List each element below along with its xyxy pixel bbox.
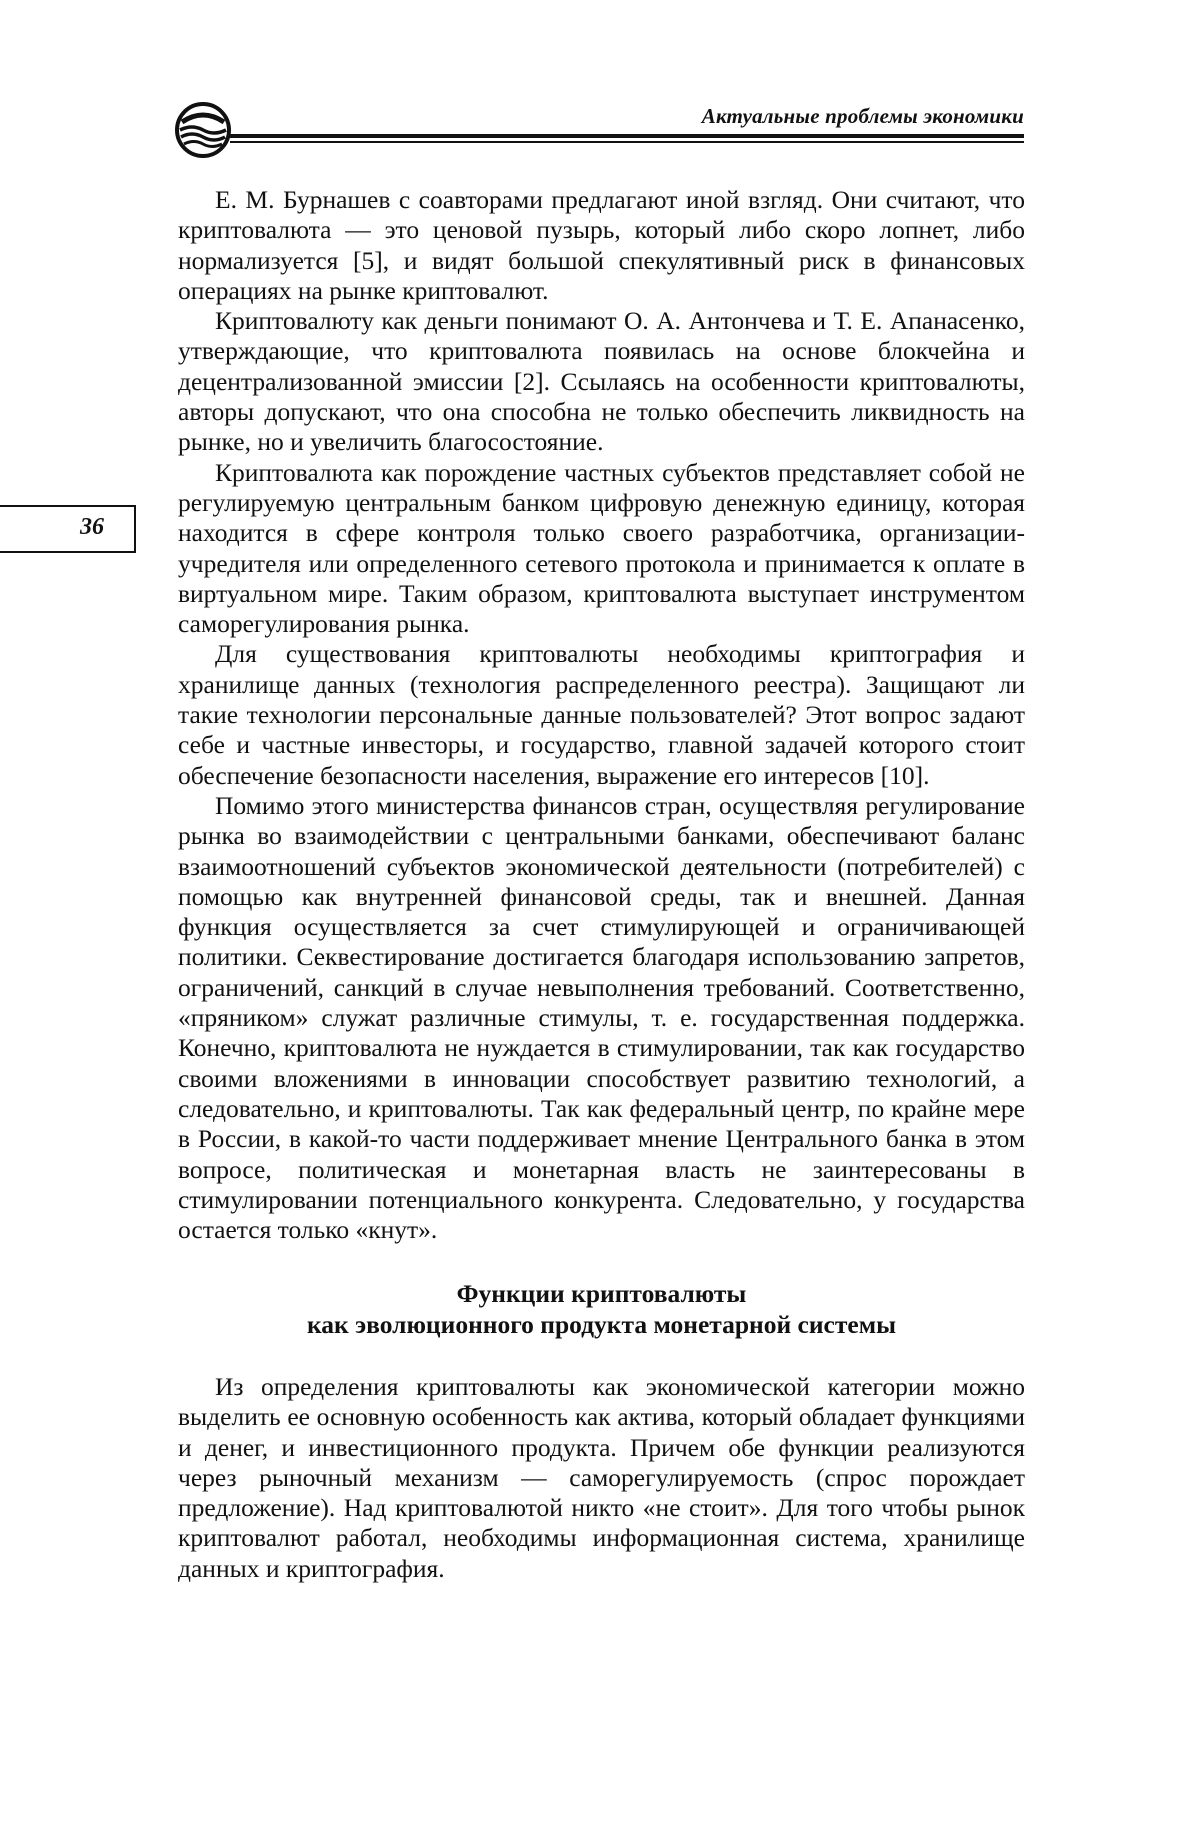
paragraph: Из определения криптовалюты как экономической категории можно выделить ее основную особенность как актива, который обладает функциями и денег, и инвестиционного продукта. Причем обе функции реализуются через рыночный механизм — саморегулируемость (спрос порождает предложение). Над криптовалютой никто «не стоит». Для того чтобы рынок криптовалют работал, необходимы информационная система, хранилище данных и криптография. (178, 1371, 1025, 1583)
section-heading (178, 1279, 1025, 1340)
header-rule (230, 134, 1024, 138)
journal-logo-icon (172, 100, 234, 160)
section-heading-line: как эволюционного продукта монетарной системы (306, 1309, 896, 1339)
paragraph: Криптовалюту как деньги понимают О. А. Антончева и Т. Е. Апанасенко, утверждающие, что криптовалюта появилась на основе блокчейна и децентрализованной эмиссии [2]. Ссылаясь на особенности криптовалюты, авторы допускают, что она способна не только обеспечить ликвидность на рынке, но и увеличить благосостояние. (178, 306, 1025, 457)
paragraph: Е. М. Бурнашев с соавторами предлагают иной взгляд. Они считают, что криптовалюта — это ценовой пузырь, который либо скоро лопнет, либо нормализуется [5], и видят большой спекулятивный риск в финансовых операциях на рынке криптовалют. (178, 185, 1025, 305)
page-number-tab (0, 505, 136, 553)
article-body (178, 185, 1025, 1584)
paragraph: Помимо этого министерства финансов стран, осуществляя регулирование рынка во взаимодействии с центральными банками, обеспечивают баланс взаимоотношений субъектов экономической деятельности (потребителей) с помощью как внутренней финансовой среды, так и внешней. Данная функция осуществляется за счет стимулирующей и ограничивающей политики. Секвестирование достигается благодаря использованию запретов, ограничений, санкций в случае невыполнения требований. Соответственно, «пряником» служат различные стимулы, т. е. государственная поддержка. Конечно, криптовалюта не нуждается в стимулировании, так как государство своими вложениями в инновации способствует развитию технологий, а следовательно, и криптовалюты. Так как федеральный центр, по крайне мере в России, в какой-то части поддерживает мнение Центрального банка в этом вопросе, политическая и монетарная власть не заинтересованы в стимулировании потенциального конкурента. Следовательно, у государства остается только «кнут». (178, 790, 1025, 1245)
header-rule-thin (230, 141, 1024, 143)
section-heading-line: Функции криптовалюты (456, 1279, 747, 1309)
page-header (172, 100, 1024, 160)
paragraph: Для существования криптовалюты необходимы криптография и хранилище данных (технология распределенного реестра). Защищают ли такие технологии персональные данные пользователей? Этот вопрос задают себе и частные инвесторы, и государство, главной задачей которого стоит обеспечение безопасности населения, выражение его интересов [10]. (178, 639, 1025, 790)
running-title: Актуальные проблемы экономики (701, 104, 1024, 128)
page-number: 36 (80, 514, 104, 540)
paragraph: Криптовалюта как порождение частных субъектов представляет собой не регулируемую центральным банком цифровую денежную единицу, которая находится в сфере контроля только своего разработчика, организации-учредителя или определенного сетевого протокола и принимается к оплате в виртуальном мире. Таким образом, криптовалюта выступает инструментом саморегулирования рынка. (178, 457, 1025, 639)
